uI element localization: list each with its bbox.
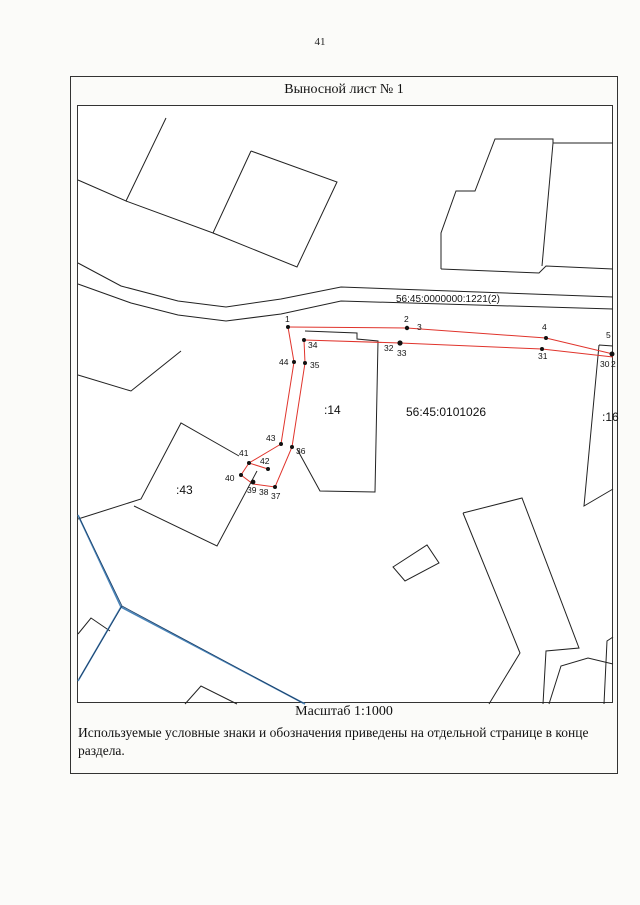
point-39-38 xyxy=(251,480,256,485)
point-label-2: 2 xyxy=(404,314,409,324)
legend-note: Используемые условные знаки и обозначения приведены на отдельной странице в конце раздела. xyxy=(78,725,589,758)
point-label-5: 5 xyxy=(606,330,611,340)
point-label-34: 34 xyxy=(308,340,318,350)
point-41 xyxy=(247,461,251,465)
point-43 xyxy=(279,442,283,446)
point-34 xyxy=(302,338,306,342)
point-44 xyxy=(292,360,296,364)
point-32-33 xyxy=(397,340,402,345)
map-scale: Масштаб 1:1000 xyxy=(295,704,393,719)
parcel-label-16: :16 xyxy=(602,410,619,424)
contour-hidden xyxy=(78,249,297,267)
point-label-42: 42 xyxy=(260,456,270,466)
point-label-31: 31 xyxy=(538,351,548,361)
point-label-1: 1 xyxy=(285,314,290,324)
point-label-36: 36 xyxy=(296,446,306,456)
street-lower-edge xyxy=(78,284,613,321)
contour-top-left-1 xyxy=(78,118,166,201)
point-label-32: 32 xyxy=(384,343,394,353)
point-2-3 xyxy=(405,326,409,330)
contour-left-2 xyxy=(78,423,239,519)
road-label: 56:45:0000000:1221(2) xyxy=(396,294,500,305)
lower-right-structure-2 xyxy=(549,658,613,704)
page-number: 41 xyxy=(314,36,326,48)
lower-left-structure-2 xyxy=(78,618,110,634)
parcel-label-14: :14 xyxy=(324,403,341,417)
point-5-30 xyxy=(610,352,615,357)
boundary-north xyxy=(288,327,613,354)
contour-hidden-2 xyxy=(78,312,178,326)
point-label-39: 39 xyxy=(247,485,257,495)
point-36 xyxy=(290,445,294,449)
point-label-43: 43 xyxy=(266,433,276,443)
point-label-37: 37 xyxy=(271,491,281,501)
contour-top-right-2 xyxy=(441,266,613,273)
point-40 xyxy=(239,473,243,477)
point-label-41: 41 xyxy=(239,448,249,458)
contour-hidden-3 xyxy=(78,391,131,459)
point-label-38: 38 xyxy=(259,487,269,497)
small-building xyxy=(393,545,439,581)
lower-right-structure xyxy=(463,498,579,704)
point-label-35: 35 xyxy=(310,360,320,370)
point-label-3: 3 xyxy=(417,322,422,332)
lower-left-structure xyxy=(185,686,237,704)
existing-contours xyxy=(78,118,613,704)
parcel-43-lower xyxy=(134,471,257,546)
zone-line-1 xyxy=(78,515,121,681)
lower-right-structure-3 xyxy=(604,637,613,704)
quarter-label: 56:45:0101026 xyxy=(406,405,487,419)
point-label-2b: 2 xyxy=(611,359,616,369)
map-frame xyxy=(77,105,619,703)
street-upper-edge xyxy=(78,263,613,307)
point-4 xyxy=(544,336,548,340)
point-37 xyxy=(273,485,277,489)
sheet-title: Выносной лист № 1 xyxy=(284,82,404,97)
point-1 xyxy=(286,325,290,329)
parcel-label-43: :43 xyxy=(176,483,193,497)
zone-boundary-dark xyxy=(79,517,303,703)
zone-line-dark-2 xyxy=(122,606,303,703)
zone-line-dark-1 xyxy=(79,517,122,679)
point-42 xyxy=(266,467,270,471)
parcel-16 xyxy=(584,345,613,506)
contour-top-left-3 xyxy=(213,151,337,267)
point-label-4: 4 xyxy=(542,322,547,332)
point-label-33: 33 xyxy=(397,348,407,358)
contour-top-right-1 xyxy=(441,139,613,269)
cadastral-map xyxy=(78,106,619,704)
contour-top-left-2 xyxy=(126,151,251,233)
point-35 xyxy=(303,361,307,365)
point-label-30: 30 xyxy=(600,359,610,369)
contour-top-right-3 xyxy=(542,143,553,266)
zone-boundary xyxy=(78,515,305,704)
contour-left-1 xyxy=(78,351,181,391)
point-label-40: 40 xyxy=(225,473,235,483)
point-label-44: 44 xyxy=(279,357,289,367)
